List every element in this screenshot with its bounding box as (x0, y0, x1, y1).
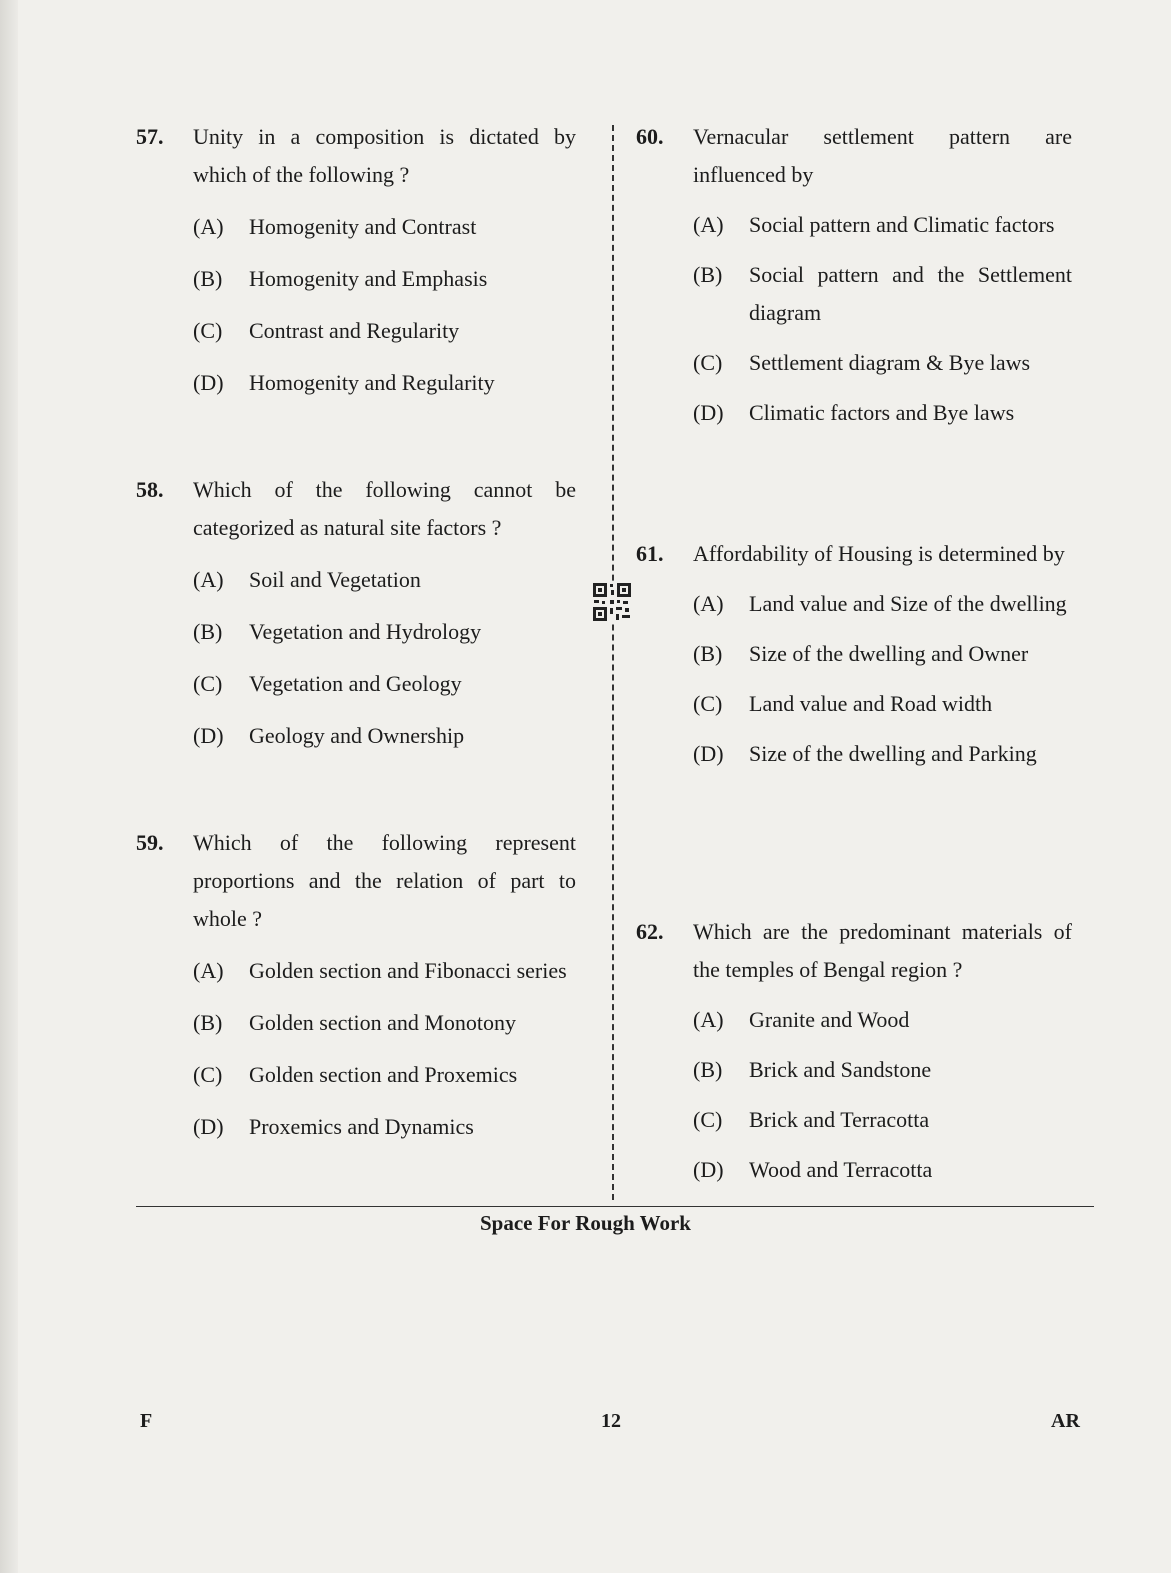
option-letter: (B) (193, 619, 223, 644)
question-58 (136, 471, 576, 755)
option-letter: (A) (193, 214, 224, 239)
option-letter: (B) (693, 641, 723, 666)
option-a (693, 585, 1072, 623)
option-d (193, 1108, 576, 1146)
question-text: Which of the following cannot be categorized as natural site factors ? (193, 477, 576, 540)
option-letter: (C) (193, 318, 223, 343)
option-a (693, 206, 1072, 244)
option-b (693, 256, 1072, 332)
option-c (693, 685, 1072, 723)
page-number: 12 (601, 1410, 621, 1432)
option-text: Size of the dwelling and Parking (749, 741, 1037, 766)
option-b (693, 1051, 1072, 1089)
option-text: Wood and Terracotta (749, 1157, 933, 1182)
option-letter: (D) (693, 400, 724, 425)
question-text: Affordability of Housing is determined by (693, 541, 1065, 566)
option-a (193, 561, 576, 599)
rough-work-rule (136, 1206, 1094, 1207)
option-d (193, 717, 576, 755)
question-61 (636, 535, 1072, 773)
option-text: Homogenity and Emphasis (249, 266, 488, 291)
qr-code-icon (592, 582, 632, 622)
rough-work-label: Space For Rough Work (479, 1211, 691, 1235)
option-text: Brick and Sandstone (749, 1057, 932, 1082)
option-b (193, 1004, 576, 1042)
option-text: Contrast and Regularity (249, 318, 460, 343)
option-a (193, 952, 576, 990)
option-b (193, 260, 576, 298)
footer-set-code: F (140, 1410, 153, 1432)
option-text: Social pattern and the Settlement diagram (749, 262, 1072, 325)
question-57 (136, 118, 576, 402)
option-letter: (B) (693, 262, 723, 287)
option-letter: (A) (693, 212, 724, 237)
option-text: Soil and Vegetation (249, 567, 421, 592)
option-b (693, 635, 1072, 673)
option-a (693, 1001, 1072, 1039)
option-text: Granite and Wood (749, 1007, 910, 1032)
option-text: Size of the dwelling and Owner (749, 641, 1029, 666)
option-c (693, 344, 1072, 382)
option-letter: (C) (193, 1062, 223, 1087)
option-text: Vegetation and Hydrology (249, 619, 482, 644)
option-text: Golden section and Monotony (249, 1010, 517, 1035)
option-text: Geology and Ownership (249, 723, 465, 748)
option-d (693, 394, 1072, 432)
question-text: Which are the predominant materials of the temples of Bengal region ? (693, 919, 1072, 982)
option-letter: (C) (693, 350, 723, 375)
option-letter: (B) (193, 266, 223, 291)
footer-subject-code: AR (1051, 1410, 1080, 1432)
question-59 (136, 824, 576, 1146)
option-text: Homogenity and Regularity (249, 370, 495, 395)
option-letter: (D) (193, 723, 224, 748)
option-c (193, 1056, 576, 1094)
option-a (193, 208, 576, 246)
option-text: Land value and Size of the dwelling (749, 591, 1067, 616)
question-62 (636, 913, 1072, 1189)
option-letter: (A) (193, 567, 224, 592)
option-b (193, 613, 576, 651)
question-number: 59. (136, 830, 164, 855)
option-text: Climatic factors and Bye laws (749, 400, 1015, 425)
option-letter: (B) (693, 1057, 723, 1082)
option-letter: (A) (693, 1007, 724, 1032)
option-text: Golden section and Proxemics (249, 1062, 518, 1087)
option-text: Homogenity and Contrast (249, 214, 477, 239)
option-letter: (C) (193, 671, 223, 696)
option-c (193, 312, 576, 350)
option-text: Brick and Terracotta (749, 1107, 930, 1132)
column-divider (612, 125, 614, 1200)
option-text: Vegetation and Geology (249, 671, 462, 696)
question-text: Vernacular settlement pattern are influenced by (693, 124, 1072, 187)
question-number: 58. (136, 477, 164, 502)
option-d (693, 735, 1072, 773)
question-60 (636, 118, 1072, 432)
option-text: Golden section and Fibonacci series (249, 958, 567, 983)
question-text: Unity in a composition is dictated by which of the following ? (193, 124, 576, 187)
option-text: Settlement diagram & Bye laws (749, 350, 1031, 375)
question-number: 60. (636, 124, 664, 149)
option-text: Proxemics and Dynamics (249, 1114, 474, 1139)
option-text: Land value and Road width (749, 691, 993, 716)
option-letter: (A) (693, 591, 724, 616)
option-letter: (D) (693, 741, 724, 766)
option-letter: (D) (193, 1114, 224, 1139)
question-number: 57. (136, 124, 164, 149)
option-letter: (B) (193, 1010, 223, 1035)
option-letter: (D) (693, 1157, 724, 1182)
option-letter: (A) (193, 958, 224, 983)
question-text: Which of the following represent proportions and the relation of part to whole ? (193, 830, 576, 931)
page-edge-shadow (0, 0, 18, 1573)
option-text: Social pattern and Climatic factors (749, 212, 1055, 237)
option-d (693, 1151, 1072, 1189)
question-number: 61. (636, 541, 664, 566)
option-d (193, 364, 576, 402)
question-number: 62. (636, 919, 664, 944)
option-c (693, 1101, 1072, 1139)
option-letter: (C) (693, 1107, 723, 1132)
option-letter: (C) (693, 691, 723, 716)
option-letter: (D) (193, 370, 224, 395)
option-c (193, 665, 576, 703)
